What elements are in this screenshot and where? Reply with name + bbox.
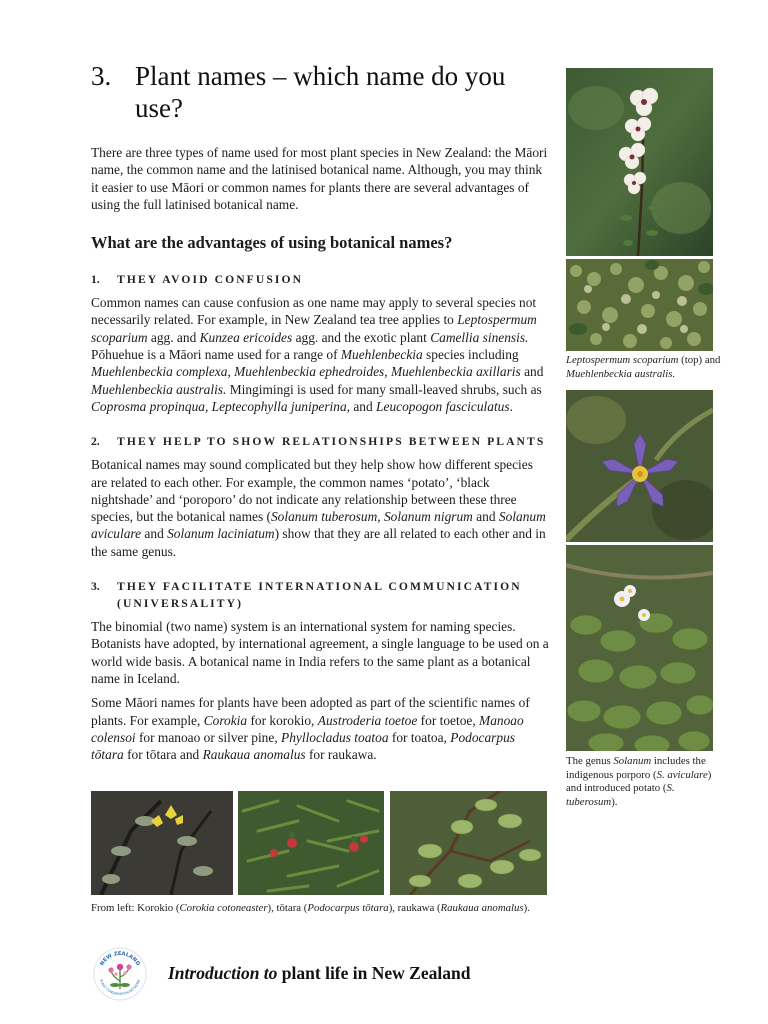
italic-run: Solanum aviculare [91,509,546,542]
italic-run: Solanum nigrum [383,509,473,525]
text-run: , [227,364,235,380]
italic-run: Podocarpus tōtara [307,902,389,914]
nzpcn-logo [93,947,147,1001]
page-title [91,60,551,124]
text-run: . [509,398,513,414]
text-run: Mingimingi is used for many small-leaved shrubs, such as [226,381,542,397]
section-heading-text: THEY AVOID CONFUSION [117,273,304,287]
section-heading-number: 1. [91,273,100,287]
italic-run: Muehlenbeckia ephedroides [234,364,385,380]
bottom-caption [91,902,530,915]
leptospermum-photo [566,68,713,256]
section-heading-text: THEY FACILITATE INTERNATIONAL COMMUNICATION (UNIVERSALITY) [117,580,522,611]
subheading: What are the advantages of using botanical names? [91,233,453,253]
section-heading-number: 3. [91,580,100,594]
italic-run: Muehlenbeckia australis. [566,367,676,380]
text-run: Common names can cause confusion as one name may apply to several species not necessarily related. For example, in New Zealand tea tree applies to [91,295,537,328]
solanum-flower-photo [566,390,713,542]
italic-run: Coprosma propinqua, Leptecophylla juniperina [91,398,347,414]
text-run: and [472,509,499,525]
section-heading-3 [91,578,551,612]
totara-photo [238,791,384,895]
section-3-paragraph-1 [91,618,551,687]
italic-run: Muehlenbeckia [340,347,423,363]
logo-text-top: NEW ZEALAND [99,950,141,967]
text-run: and [520,364,544,380]
text-run: for toatoa, [388,729,451,745]
section-3-paragraph-2 [91,694,551,763]
footer-suffix: plant life in New Zealand [277,963,471,983]
section-2-paragraph [91,456,551,560]
text-run: for korokio, [247,712,318,728]
italic-run: Kunzea ericoides [199,329,293,345]
text-run: Some Māori names for plants have been adopted as part of the scientific names of plants. For example, [91,695,530,728]
section-heading-number: 2. [91,435,100,449]
italic-run: Leptospermum scoparium [91,312,537,345]
korokio-photo [91,791,233,895]
raukawa-photo [390,791,547,895]
text-run: (top) and [678,354,721,366]
text-run: ), raukawa ( [388,902,441,914]
italic-run: S. aviculare [656,768,708,781]
section-heading-text: THEY HELP TO SHOW RELATIONSHIPS BETWEEN PLANTS [117,435,546,449]
text-run: ). [611,795,618,808]
text-run: agg. and [147,329,200,345]
italic-run: Podocarpus tōtara [91,729,515,763]
potato-plant-photo [566,545,713,751]
italic-run: Austroderia toetoe [317,712,418,728]
text-run: ) and introduced potato ( [566,768,712,794]
italic-run: Solanum tuberosum [270,509,378,525]
italic-run: Phyllocladus toatoa [281,729,389,745]
text-run: includes the indigenous porporo ( [566,755,706,781]
text-run: for manoao or silver pine, [135,729,282,745]
section-heading-1 [91,271,551,288]
logo-text-bottom: PLANT CONSERVATION NETWORK [98,978,142,997]
text-run: The binomial (two name) system is an international system for naming species. Botanists have adopted, by international agreement, a single language to be used on a world wide basis. A botanical name in India refers to the same plant as a botanical name in Iceland. [91,619,549,686]
text-run: for raukawa. [305,747,377,763]
muehlenbeckia-photo [566,259,713,351]
text-run: , and [346,398,377,414]
italic-run: Corokia cotoneaster [179,902,268,914]
text-run: for tōtara and [123,747,203,763]
italic-run: Muehlenbeckia complexa [91,364,228,380]
intro-paragraph: There are three types of name used for most plant species in New Zealand: the Māori name, the common name and the latinised botanical name. Although, you may think it easier to use Māori or common names for plants there are several advantages of using the full latinised botanical name. [91,145,548,212]
text-run: ). [523,902,530,914]
text-run: agg. and the exotic plant [292,329,431,345]
italic-run: Muehlenbeckia axillaris [390,364,521,380]
text-run: Botanical names may sound complicated but they help show how different species are related to each other. For example, the common names ‘potato’, ‘black nightshade’ and ‘poroporo’ do not indicate any relationship between these three species, but the botanical names ( [91,457,533,525]
italic-run: Raukaua anomalus [202,747,306,763]
text-run: ) show that they are all related to each other and in the same genus. [91,526,546,559]
section-heading-2 [91,433,551,450]
main-column [91,60,551,763]
italic-run: Raukaua anomalus [440,902,524,914]
italic-run: Solanum laciniatum [167,526,275,542]
text-run: , [377,509,384,525]
section-1-paragraph [91,294,551,415]
footer-title [168,963,470,984]
title-text: Plant names – which name do you use? [135,61,506,123]
footer-prefix: Introduction to [168,963,278,983]
text-run: Pōhuehue is a Māori name used for a range of [91,347,341,363]
text-run: , [384,364,391,380]
text-run: The genus [566,755,614,767]
text-run: for toetoe, [417,712,480,728]
text-run: From left: Korokio ( [91,902,180,914]
text-run: and [141,526,168,542]
text-run: species including [422,347,519,363]
italic-run: Leptospermum scoparium [566,354,679,366]
italic-run: Manoao colensoi [91,712,524,745]
italic-run: Solanum [613,755,652,767]
italic-run: Leucopogon fasciculatus [376,398,510,414]
side-caption-bottom [566,755,721,809]
italic-run: Corokia [203,712,248,728]
text-run: ), tōtara ( [267,902,308,914]
side-caption-top [566,354,721,381]
section-number: 3. [91,61,112,91]
italic-run: S. tuberosum [566,782,675,808]
italic-run: Camellia sinensis. [430,329,529,345]
italic-run: Muehlenbeckia australis. [91,381,227,397]
